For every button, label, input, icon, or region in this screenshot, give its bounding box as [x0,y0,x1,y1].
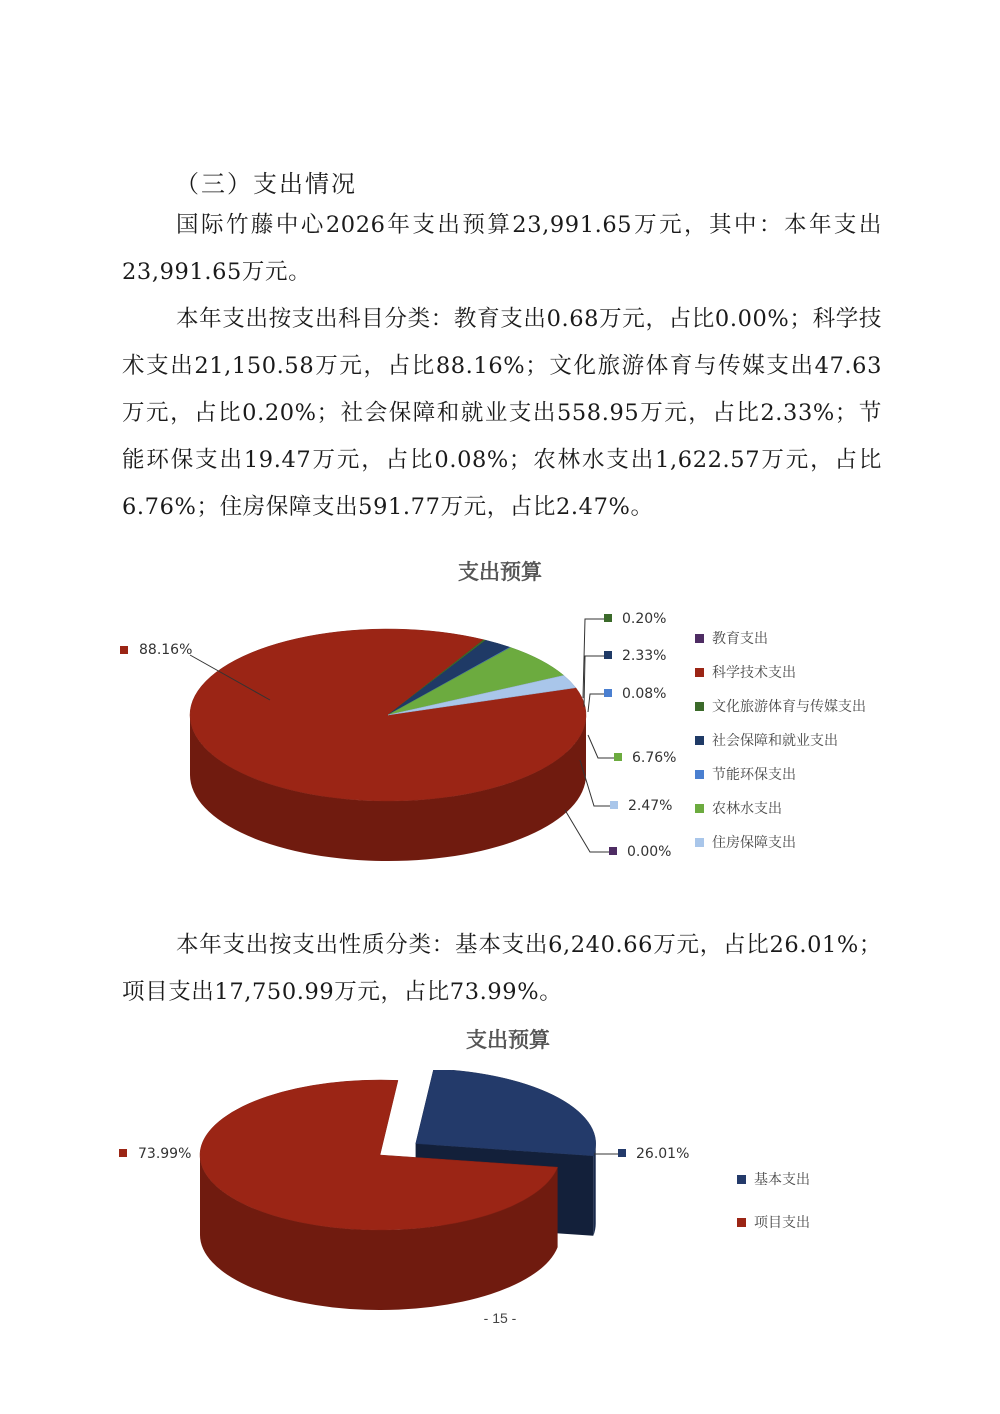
leader-line-2 [583,619,604,698]
legend-swatch-6 [695,838,704,847]
leader-line-0 [565,810,609,852]
paragraph-by-subject: 本年支出按支出科目分类：教育支出0.68万元，占比0.00%；科学技术支出21,150.58万元，占比88.16%；文化旅游体育与传媒支出47.63万元，占比0.20%；社会保障和就业支出558.95万元，占比2.33%；节能环保支出19.47万元，占比0.08%；农林水支出1,622.57万元，占比6.76%；住房保障支出591.77万元，占比2.47%。 [122,306,882,520]
data-label-1: 73.99% [138,1146,192,1162]
legend-swatch-5 [695,804,704,813]
chart1-title: 支出预算 [458,560,542,584]
legend-label-1: 科学技术支出 [712,665,796,681]
data-label-swatch-3 [604,651,612,659]
leader-line-4 [588,694,604,712]
data-label-swatch-1 [119,1149,127,1157]
legend-swatch-1 [737,1218,746,1227]
legend-label-0: 教育支出 [712,631,768,647]
legend-swatch-0 [737,1175,746,1184]
page-number: - 15 - [483,1310,517,1326]
legend-label-2: 文化旅游体育与传媒支出 [712,699,866,715]
chart2-pie [0,1070,1000,1310]
paragraph-by-nature: 本年支出按支出性质分类：基本支出6,240.66万元，占比26.01%；项目支出17,750.99万元，占比73.99%。 [122,932,882,1005]
legend-swatch-0 [695,634,704,643]
paragraph-budget-total: 国际竹藤中心2026年支出预算23,991.65万元，其中：本年支出23,991.65万元。 [122,212,882,285]
data-label-4: 0.08% [622,686,667,702]
data-label-3: 2.33% [622,648,667,664]
data-label-swatch-6 [610,801,618,809]
data-label-swatch-1 [120,646,128,654]
data-label-swatch-5 [614,753,622,761]
pie-slice-0 [416,1070,596,1156]
leader-line-5 [588,735,614,758]
legend-label-5: 农林水支出 [712,801,782,817]
legend-label-0: 基本支出 [754,1172,810,1188]
data-label-swatch-0 [618,1149,626,1157]
legend-label-4: 节能环保支出 [712,767,796,783]
data-label-5: 6.76% [632,750,677,766]
leader-line-3 [584,656,604,707]
data-label-1: 88.16% [139,642,193,658]
legend-swatch-4 [695,770,704,779]
data-label-swatch-4 [604,689,612,697]
section-heading: （三）支出情况 [175,170,357,198]
data-label-0: 0.00% [627,844,672,860]
data-label-2: 0.20% [622,611,667,627]
legend-swatch-3 [695,736,704,745]
chart1-pie [0,600,1000,900]
legend-label-6: 住房保障支出 [712,835,796,851]
pie-side-0 [593,1144,595,1236]
legend-swatch-1 [695,668,704,677]
data-label-0: 26.01% [636,1146,690,1162]
data-label-swatch-0 [609,847,617,855]
legend-swatch-2 [695,702,704,711]
legend-label-1: 项目支出 [754,1215,810,1231]
data-label-swatch-2 [604,614,612,622]
chart2-title: 支出预算 [466,1028,550,1052]
legend-label-3: 社会保障和就业支出 [712,733,838,749]
data-label-6: 2.47% [628,798,673,814]
